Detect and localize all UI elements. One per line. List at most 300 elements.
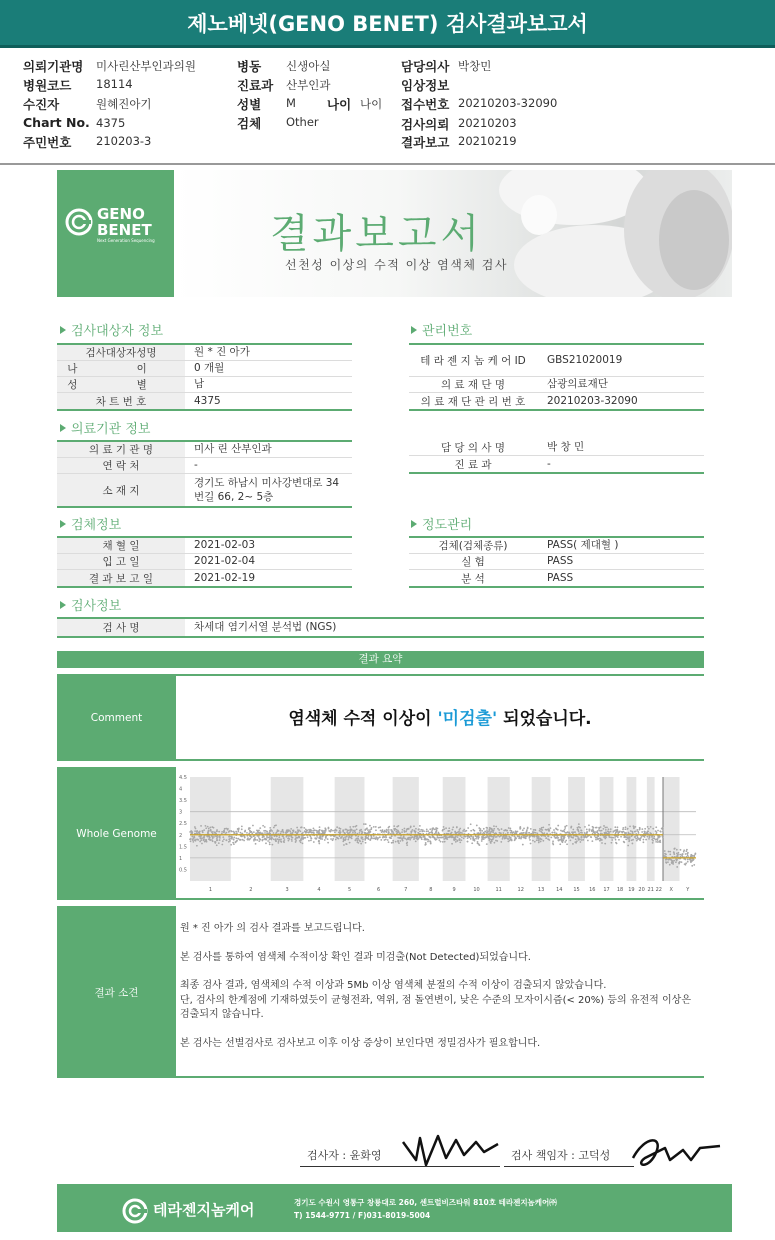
data-point	[397, 841, 399, 843]
data-point	[231, 836, 233, 838]
data-point	[562, 838, 564, 840]
row-label: 연 락 처	[57, 458, 185, 473]
data-point	[458, 831, 460, 833]
x-tick-label: 13	[537, 887, 545, 893]
data-point	[375, 837, 377, 839]
y-tick-label: 1.5	[179, 844, 187, 851]
row-label: 분 석	[409, 570, 537, 586]
data-point	[554, 831, 556, 833]
data-point	[581, 839, 583, 841]
data-point	[684, 863, 686, 865]
table-row	[57, 538, 352, 554]
row-value: 20210203-32090	[547, 394, 638, 407]
row-value: 4375	[194, 394, 221, 407]
data-point	[553, 829, 555, 831]
data-point	[200, 825, 202, 827]
data-point	[194, 830, 196, 832]
data-point	[481, 838, 483, 840]
data-point	[330, 829, 332, 831]
data-point	[377, 837, 379, 839]
data-point	[315, 838, 317, 840]
data-point	[493, 825, 495, 827]
data-point	[646, 836, 648, 838]
data-point	[546, 837, 548, 839]
data-point	[430, 837, 432, 839]
data-point	[298, 836, 300, 838]
data-point	[208, 835, 210, 837]
field-label: Chart No.	[23, 115, 90, 130]
data-point	[288, 840, 290, 842]
data-point	[290, 828, 292, 830]
footer-address: 경기도 수원시 영통구 창룡대로 260, 센트럴비즈타워 810호 테라젠지놈케어㈜	[294, 1198, 557, 1207]
data-point	[685, 850, 687, 852]
data-point	[349, 842, 351, 844]
data-point	[356, 838, 358, 840]
data-point	[359, 840, 361, 842]
data-point	[493, 842, 495, 844]
table-row	[57, 570, 352, 586]
data-point	[212, 831, 214, 833]
data-point	[678, 852, 680, 854]
data-point	[578, 832, 580, 834]
data-point	[687, 854, 689, 856]
data-point	[516, 831, 518, 833]
data-point	[191, 831, 193, 833]
data-point	[415, 828, 417, 830]
data-point	[652, 828, 654, 830]
data-point	[615, 839, 617, 841]
data-point	[517, 835, 519, 837]
x-tick-label: 22	[655, 887, 662, 893]
data-point	[225, 828, 227, 830]
data-point	[308, 832, 310, 834]
data-point	[249, 838, 251, 840]
data-point	[253, 840, 255, 842]
data-point	[604, 843, 606, 845]
test-table	[57, 617, 704, 638]
data-point	[648, 838, 650, 840]
field-label: 검체	[237, 116, 262, 131]
data-point	[210, 830, 212, 832]
data-point	[292, 832, 294, 834]
data-point	[419, 830, 421, 832]
data-point	[591, 840, 593, 842]
data-point	[325, 836, 327, 838]
data-point	[491, 836, 493, 838]
data-point	[515, 837, 517, 839]
data-point	[429, 828, 431, 830]
data-point	[332, 830, 334, 832]
x-tick-label: 6	[376, 887, 381, 893]
data-point	[635, 830, 637, 832]
data-point	[385, 831, 387, 833]
data-point	[445, 836, 447, 838]
data-point	[448, 827, 450, 829]
data-point	[410, 827, 412, 829]
data-point	[385, 836, 387, 838]
data-point	[413, 837, 415, 839]
data-point	[388, 829, 390, 831]
data-point	[202, 836, 204, 838]
data-point	[608, 828, 610, 830]
arrow-icon	[60, 424, 66, 432]
data-point	[520, 827, 522, 829]
data-point	[656, 838, 658, 840]
data-point	[499, 836, 501, 838]
data-point	[406, 828, 408, 830]
data-point	[484, 831, 486, 833]
data-point	[277, 829, 279, 831]
field-value: 20210219	[458, 134, 517, 148]
data-point	[241, 828, 243, 830]
data-point	[467, 835, 469, 837]
data-point	[319, 835, 321, 837]
data-point	[541, 827, 543, 829]
data-point	[191, 832, 193, 834]
data-point	[363, 823, 365, 825]
data-point	[634, 826, 636, 828]
data-point	[669, 851, 671, 853]
data-point	[542, 829, 544, 831]
data-point	[382, 836, 384, 838]
data-point	[406, 844, 408, 846]
banner-subtitle: 선천성 이상의 수적 이상 염색체 검사	[285, 258, 508, 272]
data-point	[236, 832, 238, 834]
data-point	[230, 844, 232, 846]
qc-table	[409, 536, 704, 588]
row-value: 남	[194, 378, 205, 391]
data-point	[642, 841, 644, 843]
banner-title: 결과보고서	[270, 211, 484, 257]
finding-line: 본 검사는 선별검사로 검사보고 이후 이상 증상이 보인다면 정밀검사가 필요합니다.	[180, 1037, 541, 1049]
genome-content	[176, 767, 704, 900]
data-point	[641, 828, 643, 830]
data-point	[593, 831, 595, 833]
data-point	[601, 839, 603, 841]
data-point	[256, 832, 258, 834]
data-point	[273, 832, 275, 834]
section-title-specimen: 검체정보	[60, 514, 121, 533]
doctor-table	[409, 440, 704, 474]
data-point	[572, 837, 574, 839]
data-point	[459, 838, 461, 840]
data-point	[634, 836, 636, 838]
data-point	[502, 832, 504, 834]
x-tick-label: 14	[556, 887, 563, 893]
data-point	[301, 826, 303, 828]
data-point	[313, 830, 315, 832]
data-point	[313, 828, 315, 830]
data-point	[664, 853, 666, 855]
data-point	[277, 838, 279, 840]
data-point	[431, 831, 433, 833]
data-point	[629, 825, 631, 827]
data-point	[218, 842, 220, 844]
theragen-logo-icon	[121, 1197, 149, 1225]
row-value: 차세대 염기서열 분석법 (NGS)	[194, 621, 337, 634]
table-row	[409, 456, 704, 472]
data-point	[295, 831, 297, 833]
data-point	[412, 829, 414, 831]
data-point	[470, 830, 472, 832]
data-point	[292, 830, 294, 832]
data-point	[347, 839, 349, 841]
row-label: 의 료 재 단 명	[409, 377, 537, 392]
data-point	[357, 840, 359, 842]
table-row	[409, 345, 704, 377]
data-point	[224, 828, 226, 830]
data-point	[635, 838, 637, 840]
data-point	[603, 836, 605, 838]
data-point	[589, 828, 591, 830]
data-point	[518, 837, 520, 839]
data-point	[386, 829, 388, 831]
data-point	[559, 839, 561, 841]
data-point	[375, 826, 377, 828]
data-point	[644, 828, 646, 830]
data-point	[541, 832, 543, 834]
data-point	[203, 838, 205, 840]
x-tick-label: 2	[249, 887, 253, 893]
data-point	[275, 832, 277, 834]
data-point	[258, 829, 260, 831]
data-point	[483, 828, 485, 830]
data-point	[233, 831, 235, 833]
finding-text	[180, 922, 700, 1065]
data-point	[398, 831, 400, 833]
data-point	[528, 837, 530, 839]
data-point	[448, 830, 450, 832]
data-point	[310, 839, 312, 841]
row-label: 차 트 번 호	[57, 393, 185, 409]
data-point	[421, 838, 423, 840]
data-point	[625, 826, 627, 828]
data-point	[452, 829, 454, 831]
data-point	[199, 831, 201, 833]
data-point	[394, 829, 396, 831]
data-point	[435, 831, 437, 833]
data-point	[511, 830, 513, 832]
data-point	[533, 835, 535, 837]
data-point	[196, 845, 198, 847]
data-point	[349, 829, 351, 831]
data-point	[453, 836, 455, 838]
data-point	[266, 837, 268, 839]
data-point	[483, 838, 485, 840]
data-point	[685, 853, 687, 855]
data-point	[229, 840, 231, 842]
data-point	[506, 830, 508, 832]
data-point	[628, 832, 630, 834]
data-point	[632, 843, 634, 845]
field-value: M	[286, 96, 296, 110]
data-point	[313, 832, 315, 834]
data-point	[570, 827, 572, 829]
data-point	[595, 831, 597, 833]
report-header: 제노베넷(GENO BENET) 검사결과보고서	[0, 0, 775, 48]
data-point	[211, 839, 213, 841]
data-point	[673, 860, 675, 862]
section-title-test: 검사정보	[60, 595, 121, 614]
institution-table	[57, 440, 352, 508]
data-point	[578, 823, 580, 825]
table-row	[57, 619, 704, 636]
data-point	[237, 829, 239, 831]
field-label: 성별	[237, 97, 262, 112]
tester-label: 검사자 : 윤화영	[307, 1149, 382, 1162]
data-point	[644, 836, 646, 838]
subject-table	[57, 343, 352, 411]
row-value: 2021-02-19	[194, 571, 256, 584]
x-tick-label: 19	[628, 887, 635, 893]
genome-label: Whole Genome	[57, 767, 176, 900]
data-point	[451, 843, 453, 845]
data-point	[258, 832, 260, 834]
row-value: 원 * 진 아가	[194, 346, 250, 359]
arrow-icon	[411, 520, 417, 528]
table-row	[57, 458, 352, 474]
logo-text-benet: BENET	[97, 221, 152, 239]
data-point	[346, 835, 348, 837]
section-title-management: 관리번호	[411, 320, 472, 339]
data-point	[610, 828, 612, 830]
data-point	[564, 826, 566, 828]
data-point	[369, 825, 371, 827]
finding-content	[176, 906, 704, 1078]
data-point	[626, 828, 628, 830]
data-point	[287, 829, 289, 831]
x-tick-label: 12	[517, 887, 524, 893]
data-point	[490, 842, 492, 844]
data-point	[644, 831, 646, 833]
chromosome-band	[663, 777, 680, 881]
data-point	[258, 840, 260, 842]
y-tick-label: 3	[179, 809, 183, 816]
data-point	[365, 836, 367, 838]
whole-genome-chart	[176, 769, 704, 897]
data-point	[367, 837, 369, 839]
field-value: 4375	[96, 116, 126, 130]
data-point	[566, 843, 568, 845]
data-point	[347, 830, 349, 832]
data-point	[593, 827, 595, 829]
data-point	[590, 836, 592, 838]
data-point	[577, 836, 579, 838]
data-point	[649, 836, 651, 838]
data-point	[557, 839, 559, 841]
data-point	[618, 839, 620, 841]
data-point	[509, 828, 511, 830]
data-point	[280, 841, 282, 843]
arrow-icon	[60, 601, 66, 609]
data-point	[429, 840, 431, 842]
data-point	[443, 838, 445, 840]
field-value: 나이	[360, 97, 383, 111]
data-point	[303, 827, 305, 829]
data-point	[407, 838, 409, 840]
data-point	[525, 837, 527, 839]
report-banner	[57, 170, 732, 297]
data-point	[650, 826, 652, 828]
data-point	[459, 841, 461, 843]
data-point	[548, 830, 550, 832]
data-point	[599, 830, 601, 832]
data-point	[452, 826, 454, 828]
data-point	[361, 831, 363, 833]
data-point	[692, 855, 694, 857]
data-point	[469, 836, 471, 838]
data-point	[352, 826, 354, 828]
data-point	[294, 838, 296, 840]
data-point	[454, 831, 456, 833]
data-point	[392, 831, 394, 833]
data-point	[445, 827, 447, 829]
data-point	[232, 842, 234, 844]
data-point	[214, 842, 216, 844]
data-point	[638, 832, 640, 834]
data-point	[657, 841, 659, 843]
data-point	[478, 827, 480, 829]
data-point	[265, 842, 267, 844]
data-point	[690, 860, 692, 862]
data-point	[483, 832, 485, 834]
data-point	[486, 827, 488, 829]
data-point	[656, 831, 658, 833]
data-point	[401, 831, 403, 833]
data-point	[668, 851, 670, 853]
data-point	[620, 836, 622, 838]
data-point	[499, 832, 501, 834]
data-point	[491, 839, 493, 841]
data-point	[229, 838, 231, 840]
data-point	[546, 829, 548, 831]
data-point	[633, 827, 635, 829]
data-point	[318, 843, 320, 845]
data-point	[197, 839, 199, 841]
data-point	[493, 830, 495, 832]
data-point	[222, 840, 224, 842]
data-point	[335, 839, 337, 841]
data-point	[264, 832, 266, 834]
data-point	[629, 837, 631, 839]
data-point	[467, 827, 469, 829]
data-point	[252, 825, 254, 827]
data-point	[522, 829, 524, 831]
data-point	[595, 837, 597, 839]
data-point	[431, 829, 433, 831]
data-point	[525, 836, 527, 838]
data-point	[586, 829, 588, 831]
row-label: 진 료 과	[409, 456, 537, 472]
data-point	[233, 838, 235, 840]
field-label: 병동	[237, 59, 262, 74]
data-point	[591, 829, 593, 831]
data-point	[633, 825, 635, 827]
data-point	[495, 826, 497, 828]
data-point	[453, 839, 455, 841]
finding-line: 원 * 진 아가 의 검사 결과를 보고드립니다.	[180, 923, 365, 934]
data-point	[323, 832, 325, 834]
data-point	[619, 831, 621, 833]
data-point	[330, 838, 332, 840]
data-point	[342, 840, 344, 842]
data-point	[572, 829, 574, 831]
row-value: 삼광의료재단	[547, 378, 608, 391]
data-point	[340, 831, 342, 833]
data-point	[263, 830, 265, 832]
comment-row	[57, 674, 704, 761]
row-value: -	[194, 459, 198, 472]
